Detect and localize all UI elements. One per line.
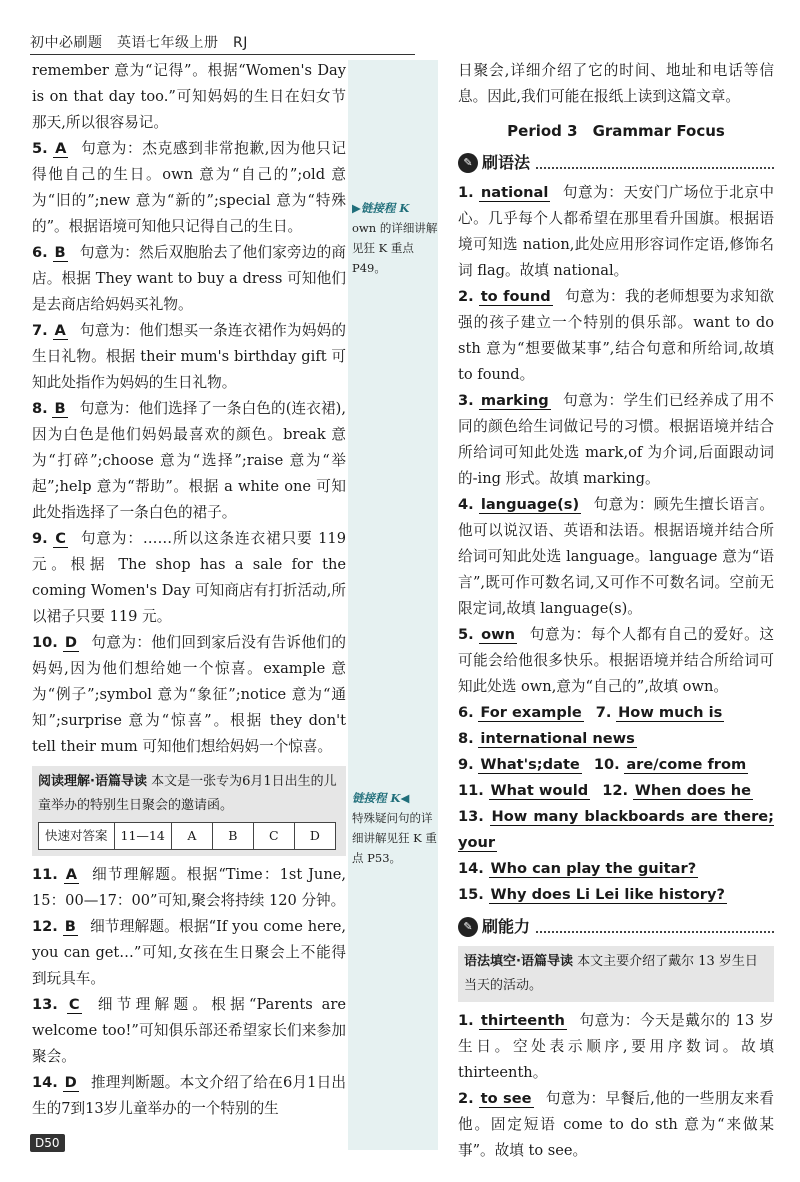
right-column	[458, 58, 774, 1164]
answer-item: 5. A 句意为：杰克感到非常抱歉,因为他只记得他自己的生日。own 意为“自己的”;old 意为“旧的”;new 意为“新的”;special 意为“特殊的”。根据语境可知他只记得自己的生日。	[32, 140, 347, 235]
header-title: 初中必刷题 英语七年级上册 RJ	[30, 35, 248, 51]
short-answer-row: 6. For example 7. How much is	[458, 704, 723, 721]
side-note-heading: 链接程 K	[360, 201, 410, 215]
brush-icon: ✎	[458, 917, 478, 937]
answer-item: 12. B 细节理解题。根据“If you come here, you can get…”可知,女孩在生日聚会上不能得到玩具车。	[32, 918, 347, 987]
section-title: Period 3 Grammar Focus	[507, 122, 725, 140]
answer-item: 7. A 句意为：他们想买一条连衣裙作为妈妈的生日礼物。根据 their mum's birthday gift 可知此处指作为妈妈的生日礼物。	[32, 322, 346, 391]
continued-text: 日聚会,详细介绍了它的时间、地址和电话等信息。因此,我们可能在报纸上读到这篇文章。	[458, 62, 774, 105]
answer-item: 11. A 细节理解题。根据“Time：1st June, 15：00—17：00”可知,聚会将持续 120 分钟。	[32, 866, 347, 909]
short-answer-row: 14. Who can play the guitar?	[458, 860, 697, 877]
answer-item: 2. to see 句意为：早餐后,他的一些朋友来看他。固定短语 come to do sth 意为“来做某事”。故填 to see。	[458, 1090, 774, 1159]
side-note-heading: 链接程 K	[352, 791, 401, 805]
short-answer-row: 15. Why does Li Lei like history?	[458, 886, 725, 903]
box-text: 本文主要介绍了戴尔 13 岁生日当天的活动。	[464, 954, 758, 993]
side-note-2	[352, 788, 438, 868]
answer-item: 4. language(s) 句意为：顾先生擅长语言。他可以说汉语、英语和法语。根据语境并结合所给词可知此处选 language。language 意为“语言”,既可作可数名词,又可作不可数名词。空前无限定词,故填 language(s)。	[458, 496, 774, 617]
short-answer-row: 9. What's;date 10. are/come from	[458, 756, 747, 773]
answer-item: 6. B 句意为：然后双胞胎去了他们家旁边的商店。根据 They want to buy a dress 可知他们是去商店给妈妈买礼物。	[32, 244, 346, 313]
section-tag-ability: ✎ 刷能力	[458, 914, 774, 940]
answer-item: 3. marking 句意为：学生们已经养成了用不同的颜色给生词做记号的习惯。根据语境并结合所给词可知此处选 mark,of 为介词,后面跟动词的-ing 形式。故填 marking。	[458, 392, 774, 487]
box-text: 本文是一张专为6月1日出生的儿童举办的特别生日聚会的邀请函。	[38, 774, 337, 813]
header-rule	[30, 54, 415, 55]
answer-item: 13. C 细节理解题。根据“Parents are welcome too!”可知俱乐部还希望家长们来参加聚会。	[32, 996, 346, 1065]
side-note-text: own 的详细讲解见狂 K 重点 P49。	[352, 221, 438, 275]
reading-guide-box	[32, 766, 346, 856]
side-note-text: 特殊疑问句的详细讲解见狂 K 重点 P53。	[352, 811, 437, 865]
short-answer-row: 8. international news	[458, 730, 635, 747]
quick-answer-table: 快速对答案 11—14 A B C D	[38, 822, 336, 850]
answer-item: 9. C 句意为：……所以这条连衣裙只要 119 元。根据 The shop has a sale for the coming Women's Day 可知商店有打折活动,所以裙子只要 119 元。	[32, 530, 347, 625]
answer-item: 5. own 句意为：每个人都有自己的爱好。这可能会给他很多快乐。根据语境并结合所给词可知此处选 own,意为“自己的”,故填 own。	[458, 626, 774, 695]
answer-item: 14. D 推理判断题。本文介绍了给在6月1日出生的7到13岁儿童举办的一个特别的生	[32, 1074, 346, 1117]
short-answer-row: 13. How many blackboards are there; your	[458, 808, 774, 851]
arrow-icon: ◀	[400, 791, 410, 805]
grammar-guide-box	[458, 946, 774, 1002]
short-answer-row: 11. What would 12. When does he	[458, 782, 752, 799]
answer-item: 1. national 句意为：天安门广场位于北京中心。几乎每个人都希望在那里看升国旗。根据语境可知选 nation,此处应用形容词作定语,修饰名词 flag。故填 national。	[458, 184, 774, 279]
answer-item: remember 意为“记得”。根据“Women's Day is on that day too.”可知妈妈的生日在妇女节那天,所以很容易记。	[32, 62, 346, 131]
section-tag-grammar: ✎ 刷语法	[458, 150, 774, 176]
answer-item: 8. B 句意为：他们选择了一条白色的(连衣裙),因为白色是他们妈妈最喜欢的颜色。break 意为“打碎”;choose 意为“选择”;raise 意为“举起”;help 意为“帮助”。根据 a white one 可知此处指选择了一条白色的裙子。	[32, 400, 347, 521]
answer-item: 2. to found 句意为：我的老师想要为求知欲强的孩子建立一个特别的俱乐部。want to do sth 意为“想要做某事”,结合句意和所给词,故填 to found。	[458, 288, 774, 383]
side-note-1	[352, 198, 438, 278]
box-label: 阅读理解·语篇导读	[38, 774, 147, 789]
page-header	[30, 32, 790, 56]
answer-item: 10. D 句意为：他们回到家后没有告诉他们的妈妈,因为他们想给她一个惊喜。example 意为“例子”;symbol 意为“象征”;notice 意为“通知”;surprise 意为“惊喜”。根据 they don't tell their mum 可知他们想给妈妈一个惊喜。	[32, 634, 346, 755]
brush-icon: ✎	[458, 153, 478, 173]
box-label: 语法填空·语篇导读	[464, 954, 573, 969]
arrow-icon: ▶	[352, 201, 361, 215]
left-column	[32, 58, 346, 1122]
page-number: D50	[30, 1134, 65, 1152]
answer-item: 1. thirteenth 句意为：今天是戴尔的 13 岁生日。空处表示顺序,要用序数词。故填 thirteenth。	[458, 1012, 774, 1081]
